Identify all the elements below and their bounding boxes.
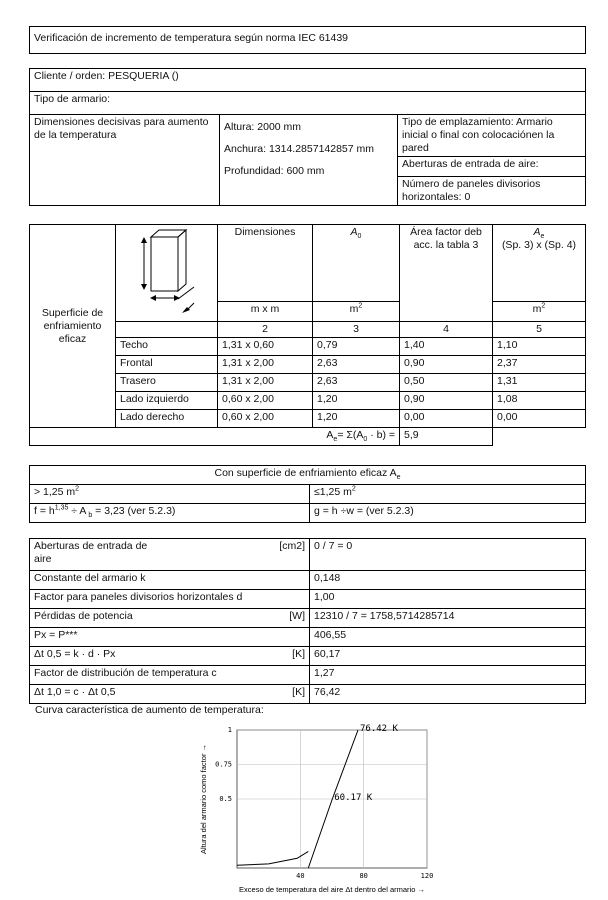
calc-label: Δt 0,5 = k · d · Px [34, 648, 116, 660]
calc-label: Pérdidas de potencia [34, 610, 133, 622]
x-axis-label: Exceso de temperatura del aire Δt dentro del armario → [239, 885, 425, 894]
row-b: 0,90 [400, 392, 493, 410]
client-line: Cliente / orden: PESQUERIA () [30, 69, 586, 92]
row-dims: 0,60 x 2,00 [218, 410, 313, 428]
total-symbol: A [326, 429, 334, 441]
calc-row [30, 628, 310, 647]
a0-sub: 0 [357, 233, 362, 241]
cabinet-sketch [116, 225, 218, 322]
series-line [237, 851, 308, 865]
col-num-3: 3 [313, 322, 400, 338]
col-num-4: 4 [400, 322, 493, 338]
eff-header-sub: e [396, 474, 401, 482]
row-name: Lado derecho [116, 410, 218, 428]
calc-row [30, 685, 310, 704]
ae-formula: (Sp. 3) x (Sp. 4) [501, 239, 577, 251]
eff-left2-sup: 1,35 [54, 504, 69, 512]
width-value: Anchura: 1314.2857142857 mm [224, 143, 375, 155]
total-label [30, 428, 400, 446]
row-a0: 2,63 [313, 374, 400, 392]
a0-symbol: A [350, 226, 358, 238]
y-tick-label: 0.5 [219, 795, 232, 803]
calc-label: Δt 1,0 = c · Δt 0,5 [34, 686, 116, 698]
depth-value: Profundidad: 600 mm [224, 165, 325, 177]
calc-value: 406,55 [310, 628, 586, 647]
title-table [29, 26, 586, 54]
col-num-5: 5 [493, 322, 586, 338]
eff-left1 [30, 485, 310, 504]
chart-caption: Curva característica de aumento de temperatura: [35, 704, 264, 716]
height-value: Altura: 2000 mm [224, 121, 302, 133]
num-blank [116, 322, 218, 338]
calc-label: Aberturas de entrada de aire [34, 540, 148, 565]
row-dims: 1,31 x 0,60 [218, 338, 313, 356]
col-factor-header: Área factor deb acc. la tabla 3 [400, 225, 493, 322]
eff-header-text: Con superficie de enfriamiento eficaz A [214, 467, 397, 479]
calc-value: 60,17 [310, 647, 586, 666]
eff-table [29, 465, 586, 523]
total-value: 5,9 [400, 428, 493, 446]
row-name: Techo [116, 338, 218, 356]
calc-row [30, 571, 310, 590]
row-b: 0,90 [400, 356, 493, 374]
calc-value: 76,42 [310, 685, 586, 704]
total-sub: e [333, 436, 338, 444]
row-a0: 1,20 [313, 392, 400, 410]
dims-values [220, 115, 398, 206]
calc-label: Factor de distribución de temperatura c [34, 667, 217, 679]
eff-right1 [310, 485, 586, 504]
eff-left1-sup: 2 [75, 485, 80, 493]
doc-title: Verificación de incremento de temperatura según norma IEC 61439 [30, 27, 586, 54]
row-ae: 2,37 [493, 356, 586, 374]
calc-unit: [K] [292, 648, 305, 660]
total-formula: = Σ(A [337, 429, 364, 441]
unit-ae [493, 301, 586, 321]
eff-left2-a: f = h [34, 505, 55, 517]
row-ae: 1,08 [493, 392, 586, 410]
col-a0-header [313, 225, 400, 302]
eff-right2: g = h ÷w = (ver 5.2.3) [310, 504, 586, 523]
row-ae: 1,31 [493, 374, 586, 392]
calc-label: Px = P*** [34, 629, 78, 641]
calc-unit: [K] [292, 686, 305, 698]
calc-unit: [W] [289, 610, 305, 622]
calc-value: 0 / 7 = 0 [310, 539, 586, 571]
ae-sub: e [540, 233, 545, 241]
row-a0: 1,20 [313, 410, 400, 428]
client-table [29, 68, 586, 206]
total-formula-sub: 0 [363, 436, 368, 444]
eff-right1-text: ≤1,25 m [314, 486, 352, 498]
col-ae-header [493, 225, 586, 302]
calc-label: Factor para paneles divisorios horizontales d [34, 591, 243, 603]
placement: Tipo de emplazamiento: Armario inicial o final con colocaciónen la pared [398, 115, 586, 157]
row-b: 0,50 [400, 374, 493, 392]
calc-row [30, 666, 310, 685]
row-a0: 0,79 [313, 338, 400, 356]
chart-svg [190, 722, 450, 897]
row-name: Frontal [116, 356, 218, 374]
calc-row [30, 539, 310, 571]
calc-value: 1,00 [310, 590, 586, 609]
row-dims: 1,31 x 2,00 [218, 374, 313, 392]
eff-left2-c: = 3,23 (ver 5.2.3) [92, 505, 176, 517]
row-b: 0,00 [400, 410, 493, 428]
temperature-curve-chart [190, 722, 450, 897]
eff-left1-text: > 1,25 m [34, 486, 76, 498]
cabinet-type: Tipo de armario: [30, 92, 586, 115]
ae-symbol: A [533, 226, 541, 238]
unit-a0 [313, 301, 400, 321]
panels-count: Número de paneles divisorios horizontales: 0 [398, 177, 586, 206]
data-label: 76.42 K [359, 724, 398, 734]
dims-label: Dimensiones decisivas para aumento de la temperatura [30, 115, 220, 206]
eff-header [30, 466, 586, 485]
total-formula-end: · b) = [367, 429, 395, 441]
surface-side-label: Superficie de enfriamiento eficaz [30, 225, 116, 428]
calc-unit: [cm2] [279, 540, 305, 552]
eff-left2-sub: b [86, 512, 93, 520]
y-tick-label: 0.75 [215, 760, 232, 769]
x-tick-label: 120 [420, 872, 434, 880]
row-ae: 0,00 [493, 410, 586, 428]
row-ae: 1,10 [493, 338, 586, 356]
row-dims: 1,31 x 2,00 [218, 356, 313, 374]
eff-left2 [30, 504, 310, 523]
unit-ae-sup: 2 [541, 302, 546, 310]
cabinet-box-icon [116, 225, 216, 317]
calc-value: 12310 / 7 = 1758,5714285714 [310, 609, 586, 628]
calc-row [30, 590, 310, 609]
col-dims-header: Dimensiones [218, 225, 313, 302]
calc-value: 0,148 [310, 571, 586, 590]
unit-a0-sup: 2 [358, 302, 363, 310]
unit-dims: m x m [218, 301, 313, 321]
calc-table [29, 538, 586, 704]
x-tick-label: 80 [359, 872, 368, 880]
unit-ae-m: m [532, 302, 542, 315]
y-axis-label: Altura del armario como factor → [199, 743, 208, 855]
row-a0: 2,63 [313, 356, 400, 374]
data-label: 60.17 K [334, 793, 373, 803]
eff-left2-b: ÷ A [68, 505, 87, 517]
row-b: 1,40 [400, 338, 493, 356]
calc-value: 1,27 [310, 666, 586, 685]
surface-table [29, 224, 586, 446]
row-dims: 0,60 x 2,00 [218, 392, 313, 410]
unit-a0-m: m [349, 302, 359, 315]
x-tick-label: 40 [296, 872, 305, 880]
air-openings: Aberturas de entrada de aire: [398, 157, 586, 177]
calc-row [30, 647, 310, 666]
calc-row [30, 609, 310, 628]
row-name: Trasero [116, 374, 218, 392]
row-name: Lado izquierdo [116, 392, 218, 410]
eff-right1-sup: 2 [351, 485, 356, 493]
y-tick-label: 1 [227, 726, 232, 734]
col-num-2: 2 [218, 322, 313, 338]
calc-label: Constante del armario k [34, 572, 146, 584]
